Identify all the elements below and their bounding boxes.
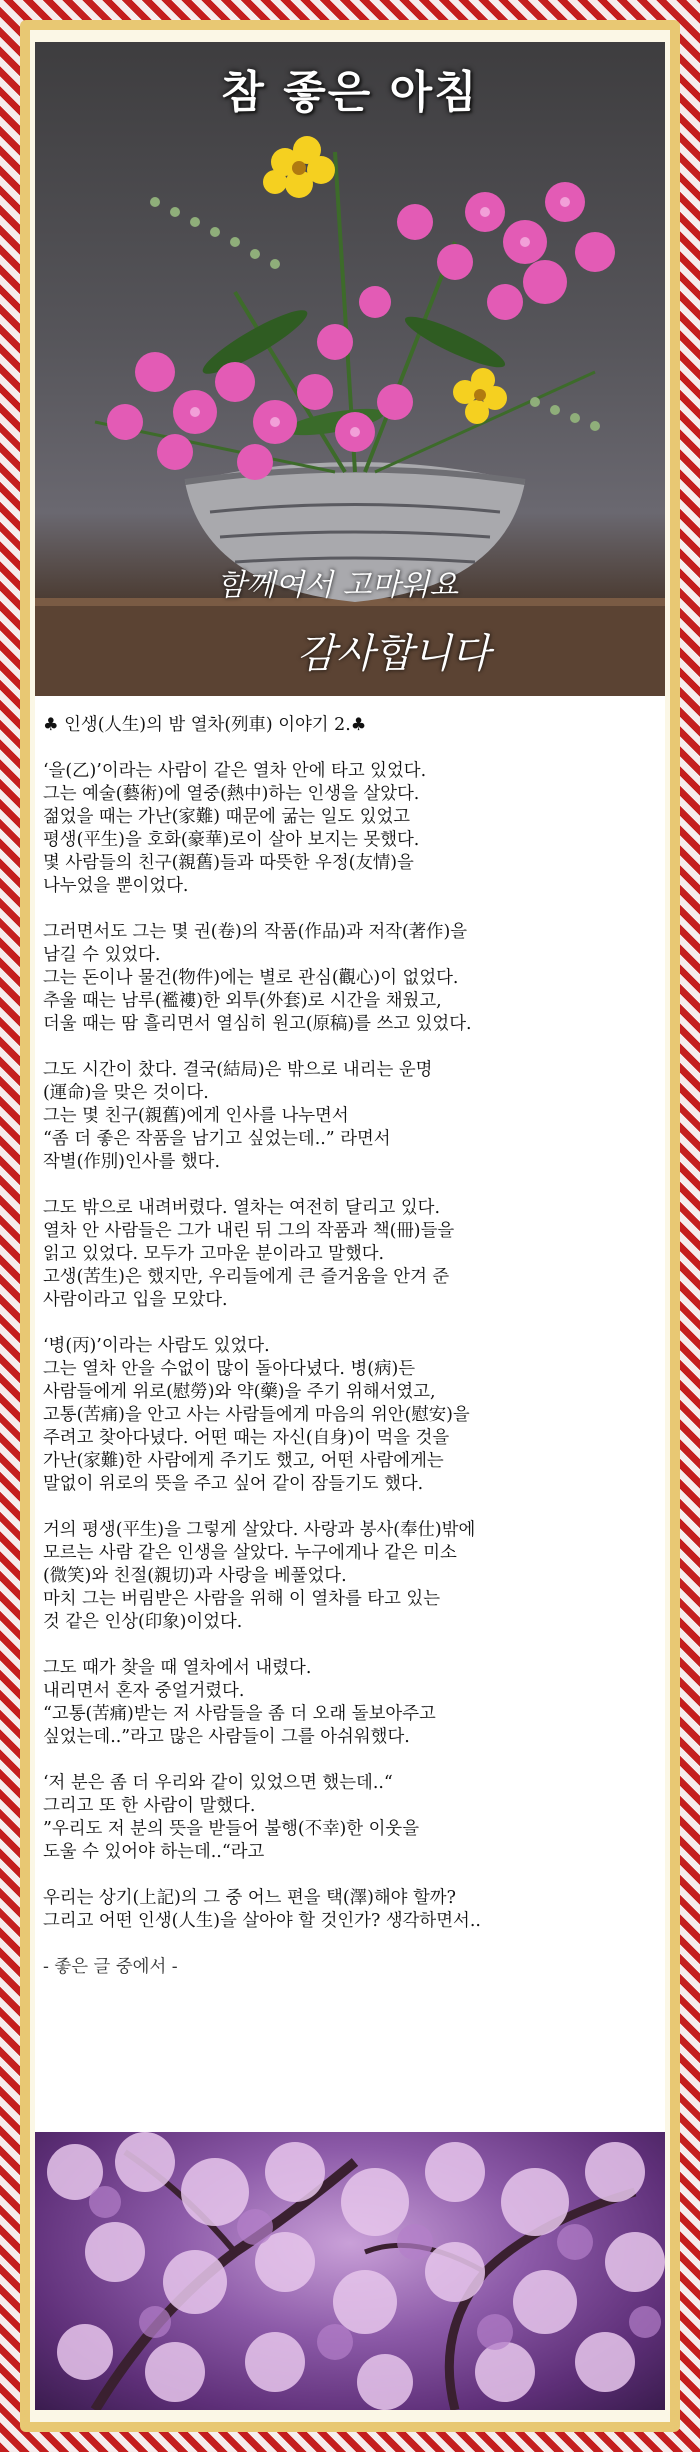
text-line: 평생(平生)을 호화(豪華)로이 살아 보지는 못했다. [43, 830, 420, 850]
text-line: 우리는 상기(上記)의 그 중 어느 편을 택(澤)해야 할까? [43, 1888, 456, 1908]
text-line: 열차 안 사람들은 그가 내린 뒤 그의 작품과 책(冊)들을 [43, 1221, 455, 1241]
cherry-blossom-image [35, 2132, 665, 2410]
text-line: 고생(苦生)은 했지만, 우리들에게 큰 즐거움을 안겨 준 [43, 1267, 450, 1287]
text-line: 싶었는데..”라고 많은 사람들이 그를 아쉬워했다. [43, 1727, 410, 1747]
text-line: (運命)을 맞은 것이다. [43, 1083, 209, 1103]
text-line: 마치 그는 버림받은 사람을 위해 이 열차를 타고 있는 [43, 1589, 441, 1609]
text-line: 모르는 사람 같은 인생을 살았다. 누구에게나 같은 미소 [43, 1543, 457, 1563]
text-line: 주려고 찾아다녔다. 어떤 때는 자신(自身)이 먹을 것을 [43, 1428, 450, 1448]
paragraph-7 [43, 1657, 659, 1749]
text-line: 남길 수 있었다. [43, 945, 161, 965]
paragraph-3 [43, 1059, 659, 1174]
text-line: 읽고 있었다. 모두가 고마운 분이라고 말했다. [43, 1244, 385, 1264]
text-line: 것 같은 인상(印象)이었다. [43, 1612, 243, 1632]
text-line: 그러면서도 그는 몇 권(卷)의 작품(作品)과 저작(著作)을 [43, 922, 468, 942]
text-line: 그도 때가 찾을 때 열차에서 내렸다. [43, 1658, 312, 1678]
text-line: 그는 예술(藝術)에 열중(熱中)하는 인생을 살았다. [43, 784, 420, 804]
paragraph-1 [43, 760, 659, 898]
text-line: ‘저 분은 좀 더 우리와 같이 있었으면 했는데..“ [43, 1773, 393, 1793]
text-line: 추울 때는 남루(襤褸)한 외투(外套)로 시간을 채웠고, [43, 991, 442, 1011]
text-line: 그는 열차 안을 수없이 많이 돌아다녔다. 병(病)든 [43, 1359, 416, 1379]
paragraph-2 [43, 921, 659, 1036]
text-line: 더울 때는 땀 흘리면서 열심히 원고(原稿)를 쓰고 있었다. [43, 1014, 472, 1034]
text-line: 가난(家難)한 사람에게 주기도 했고, 어떤 사람에게는 [43, 1451, 444, 1471]
greeting-caption-thanks-together: 함께여서 고마워요 [217, 568, 459, 603]
text-line: ‘을(乙)’이라는 사람이 같은 열차 안에 타고 있었다. [43, 761, 427, 781]
text-line: 고통(苦痛)을 안고 사는 사람들에게 마음의 위안(慰安)을 [43, 1405, 470, 1425]
text-line: 작별(作別)인사를 했다. [43, 1152, 221, 1172]
text-line: 거의 평생(平生)을 그렇게 살았다. 사랑과 봉사(奉仕)밖에 [43, 1520, 476, 1540]
post-content [35, 42, 665, 2410]
text-line: 그리고 또 한 사람이 말했다. [43, 1796, 256, 1816]
text-line: “고통(苦痛)받는 저 사람들을 좀 더 오래 돌보아주고 [43, 1704, 436, 1724]
source-attribution: - 좋은 글 중에서 - [43, 1957, 178, 1977]
text-line: 도울 수 있어야 하는데..“라고 [43, 1842, 265, 1862]
text-line: 그는 몇 친구(親舊)에게 인사를 나누면서 [43, 1106, 349, 1126]
text-line: 나누었을 뿐이었다. [43, 876, 189, 896]
text-line: (微笑)와 친절(親切)과 사랑을 베풀었다. [43, 1566, 347, 1586]
text-line: ”우리도 저 분의 뜻을 받들어 불행(不幸)한 이웃을 [43, 1819, 419, 1839]
article-title: ♣ 인생(人生)의 밤 열차(列車) 이야기 2.♣ [43, 715, 367, 735]
text-line: 몇 사람들의 친구(親舊)들과 따뜻한 우정(友情)을 [43, 853, 414, 873]
text-line: 말없이 위로의 뜻을 주고 싶어 같이 잠들기도 했다. [43, 1474, 424, 1494]
text-line: 그도 시간이 찼다. 결국(結局)은 밖으로 내리는 운명 [43, 1060, 433, 1080]
paragraph-8 [43, 1772, 659, 1864]
paragraph-4 [43, 1197, 659, 1312]
paragraph-6 [43, 1519, 659, 1634]
text-line: 그도 밖으로 내려버렸다. 열차는 여전히 달리고 있다. [43, 1198, 441, 1218]
article-body [43, 714, 659, 1979]
text-line: 그는 돈이나 물건(物件)에는 별로 관심(觀心)이 없었다. [43, 968, 459, 988]
paragraph-5 [43, 1335, 659, 1496]
text-line: 젊었을 때는 가난(家難) 때문에 굶는 일도 있었고 [43, 807, 411, 827]
text-line: 내리면서 혼자 중얼거렸다. [43, 1681, 245, 1701]
text-line: 사람들에게 위로(慰勞)와 약(藥)을 주기 위해서였고, [43, 1382, 436, 1402]
greeting-caption-thank-you: 감사합니다 [297, 631, 491, 677]
flower-greeting-image [35, 42, 665, 696]
text-line: “좀 더 좋은 작품을 남기고 싶었는데..” 라면서 [43, 1129, 391, 1149]
paragraph-9 [43, 1887, 659, 1933]
text-line: 사람이라고 입을 모았다. [43, 1290, 228, 1310]
blossom-tree-illustration [35, 2132, 665, 2410]
text-line: ‘병(丙)’이라는 사람도 있었다. [43, 1336, 270, 1356]
greeting-title: 참 좋은 아침 [221, 67, 479, 118]
text-line: 그리고 어떤 인생(人生)을 살아야 할 것인가? 생각하면서.. [43, 1911, 481, 1931]
